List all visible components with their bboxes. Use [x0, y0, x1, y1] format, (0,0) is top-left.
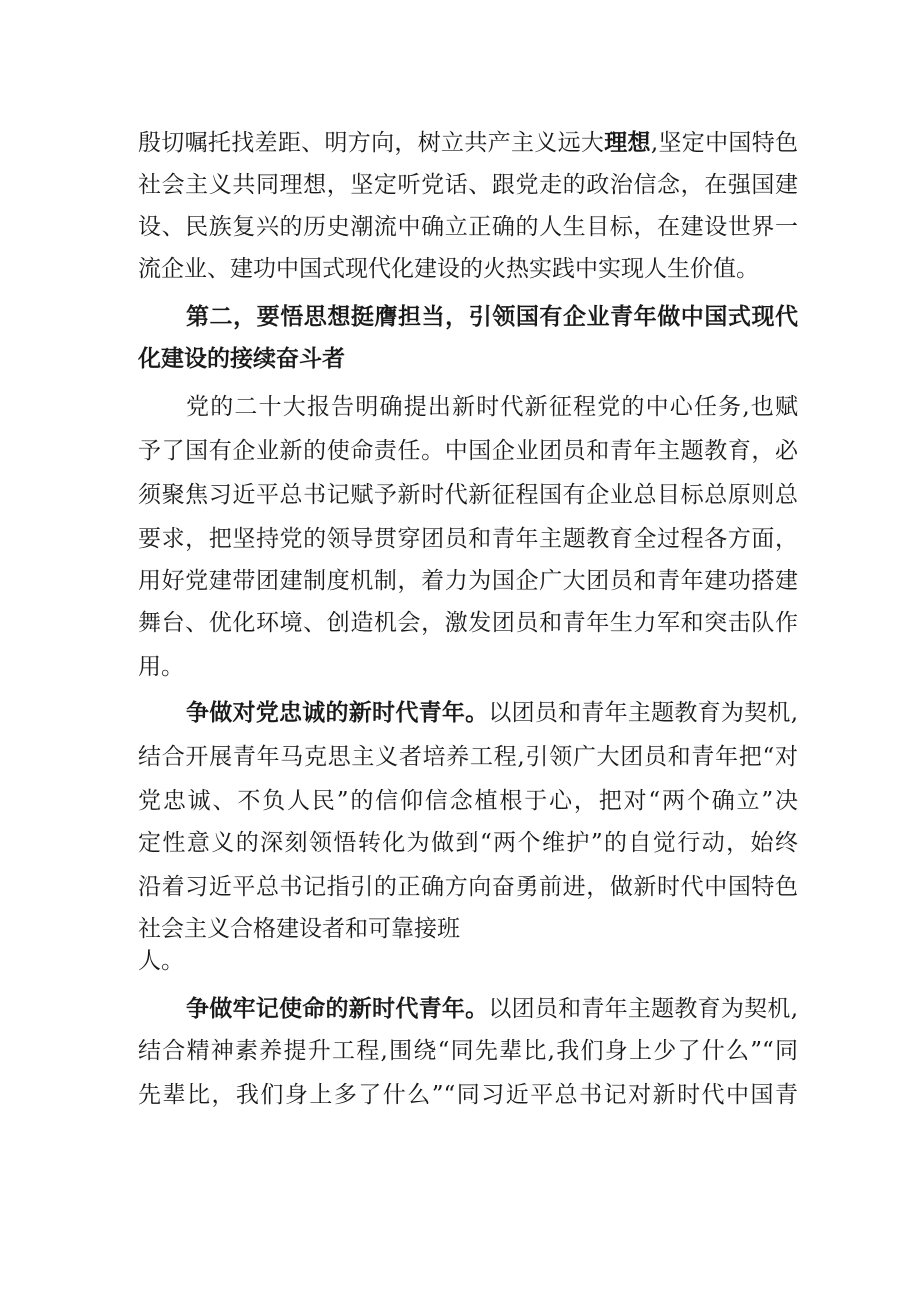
paragraph-2-line-2: 予了国有企业新的使命责任。中国企业团员和青年主题教育，必: [138, 438, 798, 464]
text-run: 以团员和青年主题教育为契机,: [488, 996, 798, 1022]
bold-text-run: 争做对党忠诚的新时代青年。: [186, 700, 489, 726]
text-run: 殷切嘱托找差距、明方向，树立共产主义远大: [138, 130, 605, 156]
paragraph-2-line-1: 党的二十大报告明确提出新时代新征程党的中心任务,也赋: [186, 394, 798, 420]
paragraph-2-line-6: 舞台、优化环境、创造机会，激发团员和青年生力军和突击队作: [138, 610, 798, 636]
paragraph-3-line-2: 结合开展青年马克思主义者培养工程,引领广大团员和青年把“对: [138, 744, 798, 770]
text-run: 以团员和青年主题教育为契机,: [488, 700, 798, 726]
paragraph-3-line-6: 社会主义合格建设者和可靠接班: [138, 916, 460, 942]
paragraph-1-line-2: 社会主义共同理想，坚定听党话、跟党走的政治信念，在强国建: [138, 172, 798, 198]
paragraph-3-line-4: 定性意义的深刻领悟转化为做到“两个维护”的自觉行动，始终: [138, 830, 798, 856]
paragraph-4-line-1: [186, 994, 798, 1024]
paragraph-1-line-4: 流企业、建功中国式现代化建设的火热实践中实现人生价值。: [138, 256, 759, 282]
paragraph-2-line-4: 要求，把坚持党的领导贯穿团员和青年主题教育全过程各方面，: [138, 526, 798, 552]
paragraph-1-line-3: 设、民族复兴的历史潮流中确立正确的人生目标，在建设世界一: [138, 214, 798, 240]
paragraph-2-line-5: 用好党建带团建制度机制，着力为国企广大团员和青年建功搭建: [138, 568, 798, 594]
section-heading-line-2: 化建设的接续奋斗者: [138, 346, 345, 372]
bold-text-run: 争做牢记使命的新时代青年。: [186, 996, 489, 1022]
paragraph-3-line-3: 党忠诚、不负人民”的信仰信念植根于心，把对“两个确立”决: [138, 788, 798, 814]
paragraph-1-line-1: [138, 128, 798, 158]
section-heading-line-1: 第二，要悟思想挺膺担当，引领国有企业青年做中国式现代: [186, 304, 798, 330]
paragraph-4-line-2: 结合精神素养提升工程,围绕“同先辈比,我们身上少了什么”“同: [138, 1038, 798, 1064]
paragraph-3-line-5: 沿着习近平总书记指引的正确方向奋勇前进，做新时代中国特色: [138, 874, 798, 900]
paragraph-2-line-7: 用。: [138, 654, 184, 680]
paragraph-4-line-3: 先辈比，我们身上多了什么”“同习近平总书记对新时代中国青: [138, 1082, 798, 1108]
paragraph-3-line-7: 人。: [138, 948, 184, 974]
bold-text-run: 理想: [604, 130, 651, 156]
paragraph-3-line-1: [186, 698, 798, 728]
paragraph-2-line-3: 须聚焦习近平总书记赋予新时代新征程国有企业总目标总原则总: [138, 482, 798, 508]
text-run: ,坚定中国特色: [650, 130, 799, 156]
